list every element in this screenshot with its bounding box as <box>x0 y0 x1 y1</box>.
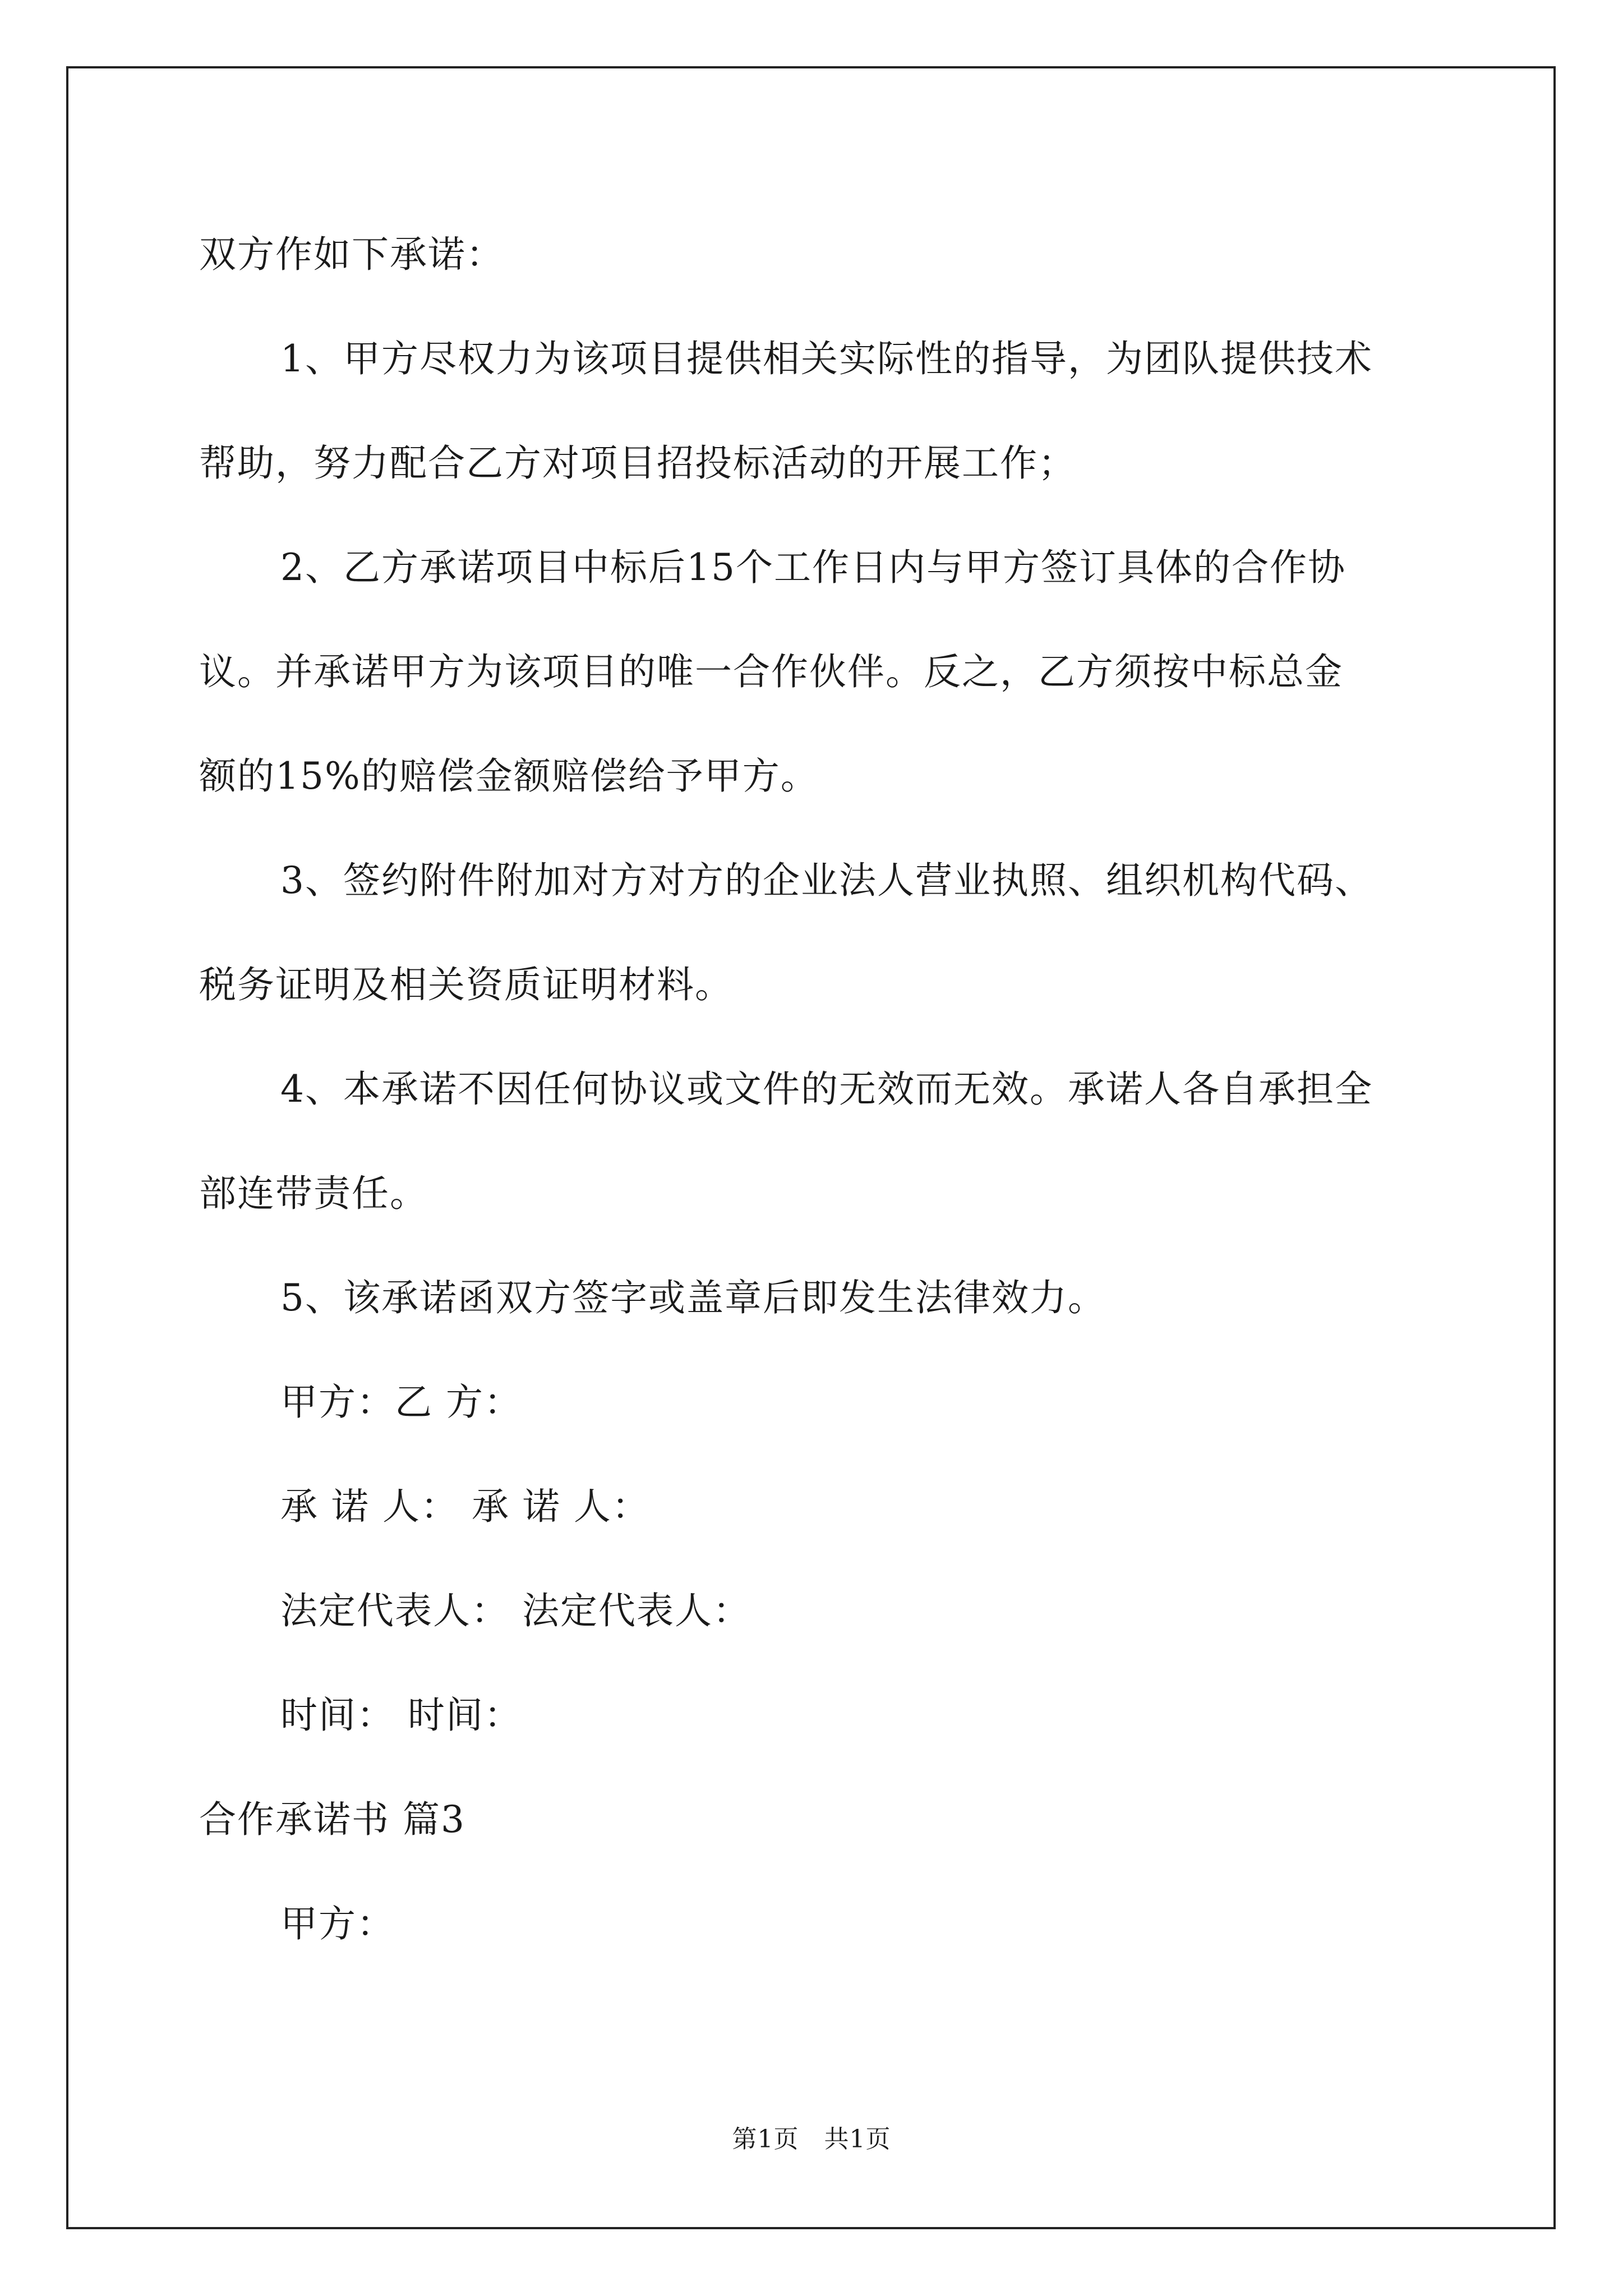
text-line-clause-4-cont: 部连带责任。 <box>199 1172 428 1215</box>
text-line-clause-4: 4、本承诺不因任何协议或文件的无效而无效。承诺人各自承担全 <box>280 1068 1373 1111</box>
text-line-clause-1: 1、甲方尽权力为该项目提供相关实际性的指导，为团队提供技术 <box>280 337 1373 380</box>
page-number-footer: 第1页 共1页 <box>732 2125 891 2154</box>
text-line-clause-2-cont: 议。并承诺甲方为该项目的唯一合作伙伴。反之，乙方须按中标总金 <box>199 650 1343 693</box>
text-line-commitment-intro: 双方作如下承诺： <box>199 233 504 276</box>
text-line-party-a: 甲方： <box>280 1902 395 1945</box>
text-line-clause-2-end: 额的15%的赔偿金额赔偿给予甲方。 <box>199 754 819 798</box>
text-line-party-labels: 甲方：乙 方： <box>280 1381 522 1424</box>
section-heading: 合作承诺书 篇3 <box>199 1798 465 1841</box>
text-line-clause-3: 3、签约附件附加对方对方的企业法人营业执照、组织机构代码、 <box>280 859 1373 902</box>
text-line-clause-3-cont: 税务证明及相关资质证明材料。 <box>199 963 733 1006</box>
text-line-time-labels: 时间： 时间： <box>280 1694 522 1737</box>
text-line-clause-1-cont: 帮助，努力配合乙方对项目招投标活动的开展工作； <box>199 441 1076 485</box>
text-line-representative-labels: 法定代表人： 法定代表人： <box>280 1589 751 1632</box>
text-line-promisor-labels: 承 诺 人： 承 诺 人： <box>280 1485 650 1528</box>
text-line-clause-2: 2、乙方承诺项目中标后15个工作日内与甲方签订具体的合作协 <box>280 546 1346 589</box>
text-line-clause-5: 5、该承诺函双方签字或盖章后即发生法律效力。 <box>280 1276 1106 1319</box>
